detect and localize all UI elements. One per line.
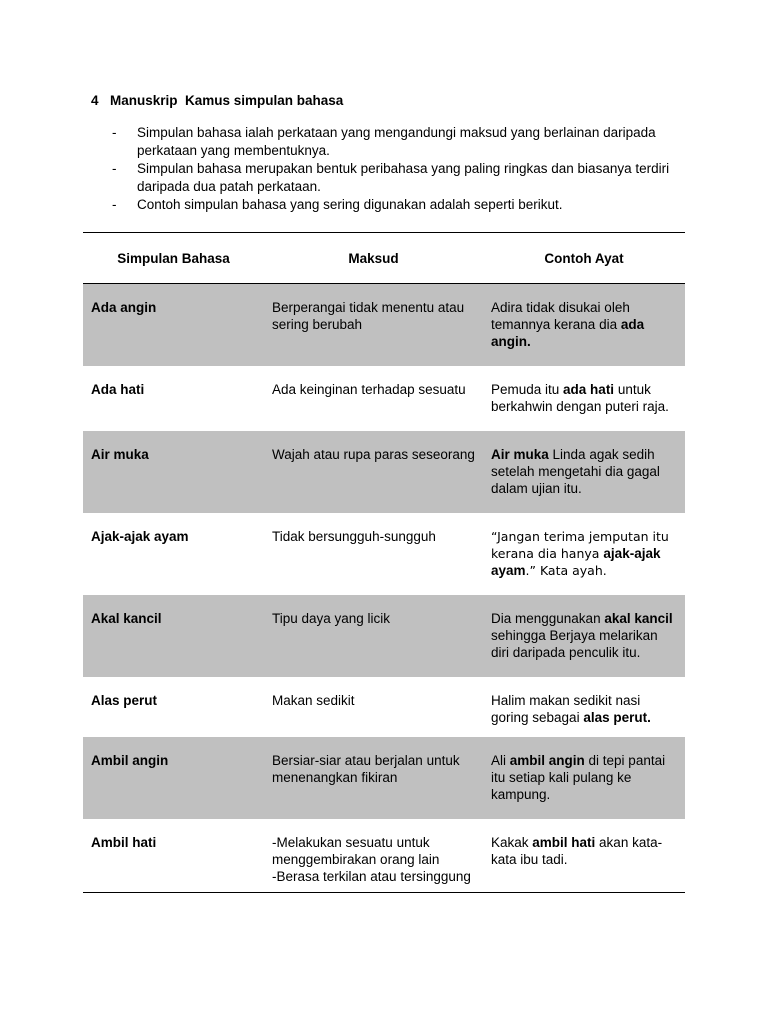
idiom-meaning: Wajah atau rupa paras seseorang bbox=[264, 431, 483, 513]
idiom-meaning: Tidak bersungguh-sungguh bbox=[272, 528, 436, 544]
idiom-example bbox=[483, 366, 685, 431]
example-text: akan kata-kata ibu tadi. bbox=[491, 834, 663, 867]
example-text: di tepi pantai itu setiap kali pulang ke kampung. bbox=[491, 752, 666, 802]
bullet-item bbox=[112, 196, 682, 214]
idiom-term: Ambil hati bbox=[83, 819, 264, 893]
example-text: .” Kata ayah. bbox=[525, 562, 607, 578]
example-text: Kakak bbox=[491, 834, 533, 850]
example-idiom: Air muka bbox=[491, 446, 549, 462]
table-row bbox=[83, 431, 685, 513]
idiom-term: Akal kancil bbox=[83, 595, 264, 677]
example-text: Adira tidak disukai oleh temannya kerana dia bbox=[491, 300, 630, 332]
idiom-example bbox=[483, 431, 685, 513]
section-heading bbox=[91, 93, 343, 108]
idiom-example bbox=[483, 595, 685, 677]
header-contoh-ayat: Contoh Ayat bbox=[483, 233, 685, 284]
example-idiom: ajak-ajak ayam bbox=[491, 545, 661, 578]
example-idiom: ambil angin bbox=[509, 752, 585, 768]
bullet-dash: - bbox=[112, 125, 117, 140]
idiom-meaning: Tipu daya yang licik bbox=[264, 595, 483, 677]
idiom-example bbox=[483, 513, 685, 595]
table-row bbox=[83, 284, 685, 366]
bullet-dash: - bbox=[112, 161, 117, 176]
table-row bbox=[83, 366, 685, 431]
bullet-text: Simpulan bahasa merupakan bentuk peribahasa yang paling ringkas dan biasanya terdiri daripada dua patah perkataan. bbox=[137, 161, 670, 194]
table-row bbox=[83, 819, 685, 893]
header-maksud: Maksud bbox=[264, 233, 483, 284]
example-text: sehingga Berjaya melarikan diri daripada penculik itu. bbox=[491, 627, 658, 660]
idiom-example bbox=[483, 737, 685, 819]
idiom-example bbox=[483, 284, 685, 366]
idiom-term: Ambil angin bbox=[83, 737, 264, 819]
example-idiom: ada angin. bbox=[491, 317, 645, 349]
example-idiom: ambil hati bbox=[532, 834, 596, 850]
idiom-term: Ada hati bbox=[91, 381, 145, 397]
example-text: “Jangan terima jemputan itu kerana dia hanya bbox=[491, 528, 669, 561]
idiom-table bbox=[83, 232, 685, 893]
example-text: Dia menggunakan bbox=[491, 610, 605, 626]
idiom-meaning: Bersiar-siar atau berjalan untuk menenangkan fikiran bbox=[264, 737, 483, 819]
idiom-example bbox=[483, 677, 685, 737]
section-number: 4 bbox=[91, 93, 99, 108]
bullet-item bbox=[112, 124, 682, 160]
example-text: Linda agak sedih setelah mengetahi dia gagal dalam ujian itu. bbox=[491, 446, 660, 496]
example-text: untuk berkahwin dengan puteri raja. bbox=[491, 381, 669, 414]
table-row bbox=[83, 513, 685, 595]
example-idiom: alas perut. bbox=[583, 709, 651, 725]
table-row bbox=[83, 595, 685, 677]
idiom-term: Ada angin bbox=[83, 284, 264, 366]
idiom-meaning: Berperangai tidak menentu atau sering berubah bbox=[264, 284, 483, 366]
idiom-meaning: Makan sedikit bbox=[272, 692, 355, 708]
idiom-meaning bbox=[264, 819, 483, 893]
idiom-term: Air muka bbox=[83, 431, 264, 513]
intro-bullet-list bbox=[112, 124, 682, 214]
bullet-item bbox=[112, 160, 682, 196]
meaning-line: -Melakukan sesuatu untuk menggembirakan orang lain bbox=[272, 834, 440, 867]
example-idiom: akal kancil bbox=[604, 610, 673, 626]
idiom-example bbox=[483, 819, 685, 893]
example-text: Ali bbox=[491, 752, 510, 768]
table-header-row bbox=[83, 233, 685, 284]
table-row bbox=[83, 677, 685, 737]
meaning-line: -Berasa terkilan atau tersinggung bbox=[272, 868, 471, 884]
bullet-dash: - bbox=[112, 197, 117, 212]
idiom-term: Alas perut bbox=[91, 692, 158, 708]
header-simpulan-bahasa: Simpulan Bahasa bbox=[83, 233, 264, 284]
idiom-meaning: Ada keinginan terhadap sesuatu bbox=[272, 381, 466, 397]
example-text: Pemuda itu bbox=[491, 381, 564, 397]
bullet-text: Contoh simpulan bahasa yang sering digunakan adalah seperti berikut. bbox=[137, 197, 563, 212]
idiom-term: Ajak-ajak ayam bbox=[91, 528, 189, 544]
section-title: Manuskrip Kamus simpulan bahasa bbox=[110, 93, 344, 108]
example-text: Halim makan sedikit nasi goring sebagai bbox=[491, 692, 641, 725]
bullet-text: Simpulan bahasa ialah perkataan yang mengandungi maksud yang berlainan daripada perkataan yang membentuknya. bbox=[137, 125, 656, 158]
example-idiom: ada hati bbox=[563, 381, 615, 397]
table-row bbox=[83, 737, 685, 819]
